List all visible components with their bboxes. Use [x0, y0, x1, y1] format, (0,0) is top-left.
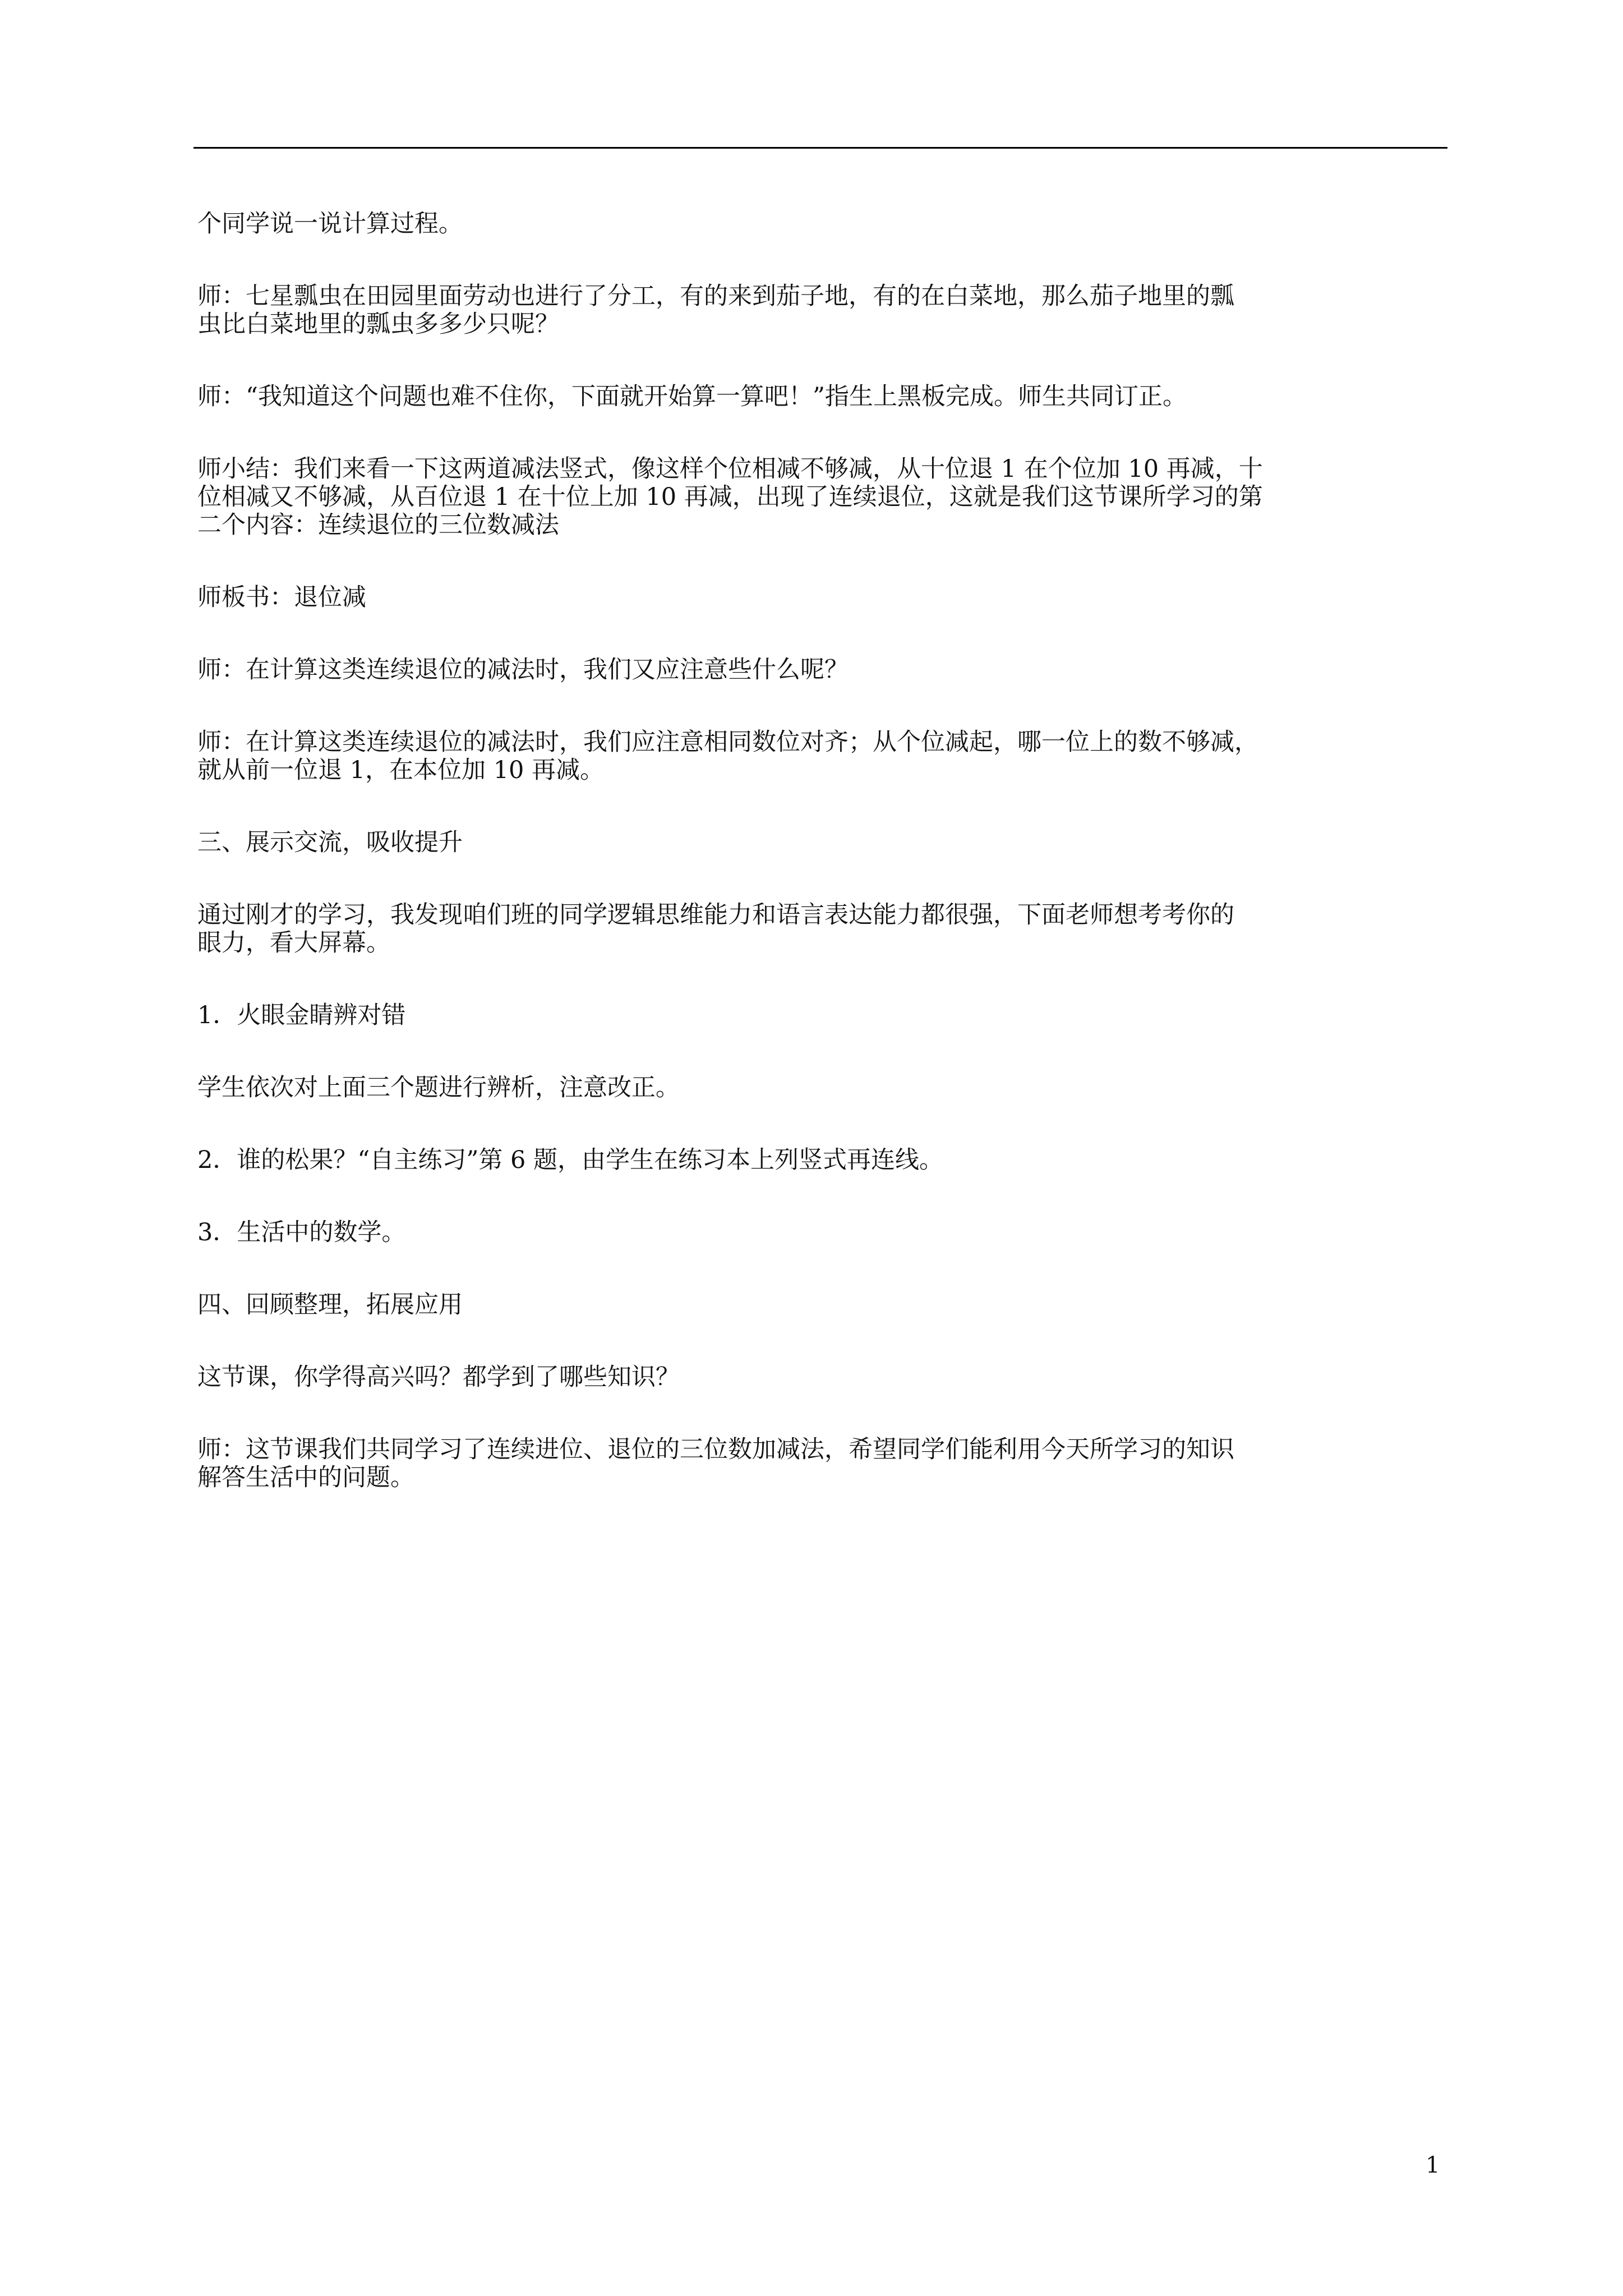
- paragraph-1: [197, 210, 1447, 238]
- text-line: 眼力，看大屏幕。: [197, 929, 390, 957]
- text-line: 师：在计算这类连续退位的减法时，我们应注意相同数位对齐；从个位减起，哪一位上的数不够减，: [197, 728, 1258, 756]
- text-line: 师：七星瓢虫在田园里面劳动也进行了分工，有的来到茄子地，有的在白菜地，那么茄子地里的瓢: [197, 282, 1234, 310]
- list-item-2: [197, 1146, 1447, 1174]
- section-heading-4: [197, 1291, 1447, 1319]
- text-line: 解答生活中的问题。: [197, 1464, 414, 1492]
- text-line: 四、回顾整理，拓展应用: [197, 1291, 463, 1319]
- text-line: 3．生活中的数学。: [197, 1218, 406, 1246]
- text-line: 个同学说一说计算过程。: [197, 210, 463, 238]
- paragraph-6: [197, 656, 1447, 684]
- text-line: 就从前一位退 1，在本位加 10 再减。: [197, 756, 605, 784]
- section-heading-3: [197, 829, 1447, 857]
- paragraph-5: [197, 583, 1447, 611]
- text-line: 通过刚才的学习，我发现咱们班的同学逻辑思维能力和语言表达能力都很强，下面老师想考考你的: [197, 901, 1234, 929]
- header-rule: [193, 147, 1447, 149]
- text-line: 虫比白菜地里的瓢虫多多少只呢？: [197, 310, 559, 338]
- text-line: 二个内容：连续退位的三位数减法: [197, 511, 559, 539]
- text-line: 1．火眼金睛辨对错: [197, 1001, 406, 1029]
- text-line: 师：“我知道这个问题也难不住你，下面就开始算一算吧！”指生上黑板完成。师生共同订正。: [197, 383, 1187, 411]
- paragraph-15: [197, 1363, 1447, 1391]
- list-item-1: [197, 1001, 1447, 1029]
- text-line: 师：在计算这类连续退位的减法时，我们又应注意些什么呢？: [197, 656, 849, 684]
- paragraph-9: [197, 901, 1447, 957]
- page-number: 1: [1426, 2152, 1440, 2178]
- paragraph-16: [197, 1435, 1447, 1492]
- paragraph-3: [197, 383, 1447, 411]
- paragraph-7: [197, 728, 1447, 784]
- text-line: 学生依次对上面三个题进行辨析，注意改正。: [197, 1074, 680, 1102]
- text-line: 师：这节课我们共同学习了连续进位、退位的三位数加减法，希望同学们能利用今天所学习的知识: [197, 1435, 1234, 1464]
- list-item-3: [197, 1218, 1447, 1246]
- document-body: [197, 210, 1447, 1492]
- paragraph-4: [197, 455, 1447, 539]
- text-line: 师小结：我们来看一下这两道减法竖式，像这样个位相减不够减，从十位退 1 在个位加 10 再减，十: [197, 455, 1263, 483]
- paragraph-2: [197, 282, 1447, 338]
- text-line: 位相减又不够减，从百位退 1 在十位上加 10 再减，出现了连续退位，这就是我们这节课所学习的第: [197, 483, 1263, 511]
- text-line: 三、展示交流，吸收提升: [197, 829, 463, 857]
- text-line: 2．谁的松果？“自主练习”第 6 题，由学生在练习本上列竖式再连线。: [197, 1146, 944, 1174]
- text-line: 师板书：退位减: [197, 583, 366, 611]
- paragraph-11: [197, 1074, 1447, 1102]
- text-line: 这节课，你学得高兴吗？都学到了哪些知识？: [197, 1363, 680, 1391]
